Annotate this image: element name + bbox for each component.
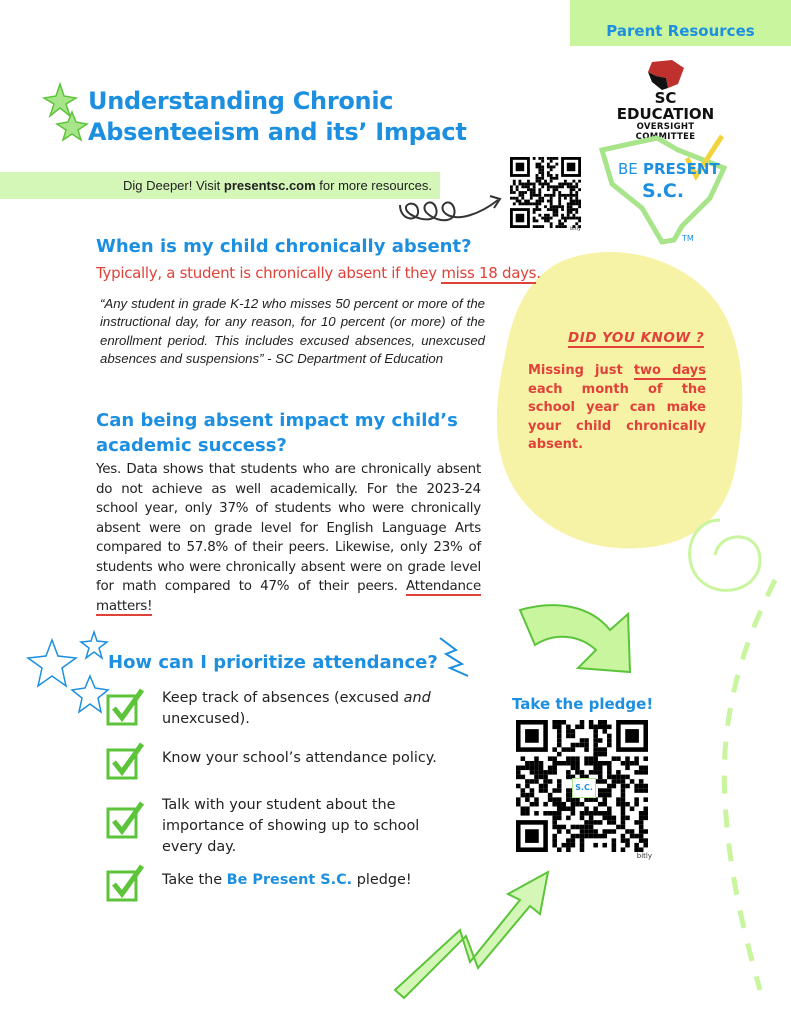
- dashed-curve: [724, 580, 775, 990]
- star-icon: [28, 640, 76, 686]
- swirl: [690, 520, 760, 590]
- checkbox-checked-icon: [106, 864, 144, 902]
- checkbox-checked-icon: [106, 801, 144, 839]
- parent-resources-badge: Parent Resources: [570, 0, 791, 46]
- section2-heading: Can being absent impact my child’s academic success?: [96, 410, 458, 456]
- qr-code-pledge[interactable]: S.C. bitly: [516, 720, 652, 860]
- sc-education-logo: SC EDUCATION OVERSIGHT COMMITTEE: [608, 54, 723, 142]
- checkbox-checked-icon: [106, 688, 144, 726]
- checkbox-checked-icon: [106, 742, 144, 780]
- qr-code-small[interactable]: bitly: [510, 157, 581, 232]
- checklist-item: Talk with your student about the importance of showing up to school every day.: [106, 795, 452, 858]
- chronic-definition: Typically, a student is chronically absent if they miss 18 days.: [96, 264, 541, 282]
- curved-arrow: [520, 605, 630, 672]
- pledge-label: Take the pledge!: [512, 695, 654, 713]
- checklist-item: Keep track of absences (excused and unexcused).: [106, 688, 492, 730]
- checklist-item: Know your school’s attendance policy.: [106, 742, 492, 780]
- be-present-logo: BE PRESENT S.C. TM: [582, 128, 732, 248]
- loop-arrow: [400, 200, 498, 220]
- presentsc-link[interactable]: presentsc.com: [223, 178, 316, 193]
- sparkle-icon: [57, 112, 87, 140]
- zigzag-accent: [440, 638, 468, 676]
- page-title: Understanding Chronic Absenteeism and its’ Impact: [88, 87, 467, 146]
- academic-impact-text: Yes. Data shows that students who are chronically absent do not achieve as well academically. For the 2023-24 school year, only 37% of students who were chronically absent were on grade level for English Language Arts compared to 57.8% of their peers. Likewise, only 23% of students who were chronically absent were on grade level for math compared to 47% of their peers. Attendance matters!: [96, 462, 481, 614]
- sparkle-icon: [44, 84, 76, 116]
- did-you-know-text: Missing just two days each month of the school year can make your child chronically absent.: [528, 363, 706, 453]
- dig-deeper-banner: Dig Deeper! Visit presentsc.com for more resources.: [0, 172, 440, 199]
- did-you-know-title: DID YOU KNOW ?: [568, 330, 705, 346]
- section3-heading: How can I prioritize attendance?: [108, 652, 438, 673]
- sc-department-quote: “Any student in grade K-12 who misses 50 percent or more of the instructional day, for any reason, for 10 percent (or more) of the enrollment period. This includes excused absences, unexcused absences and suspensions” - SC Department of Education: [100, 296, 485, 366]
- section1-heading: When is my child chronically absent?: [96, 236, 472, 257]
- star-icon: [72, 676, 108, 712]
- star-icon: [81, 632, 107, 658]
- checklist-item: Take the Be Present S.C. pledge!: [106, 864, 492, 902]
- sc-state-icon: [608, 54, 723, 90]
